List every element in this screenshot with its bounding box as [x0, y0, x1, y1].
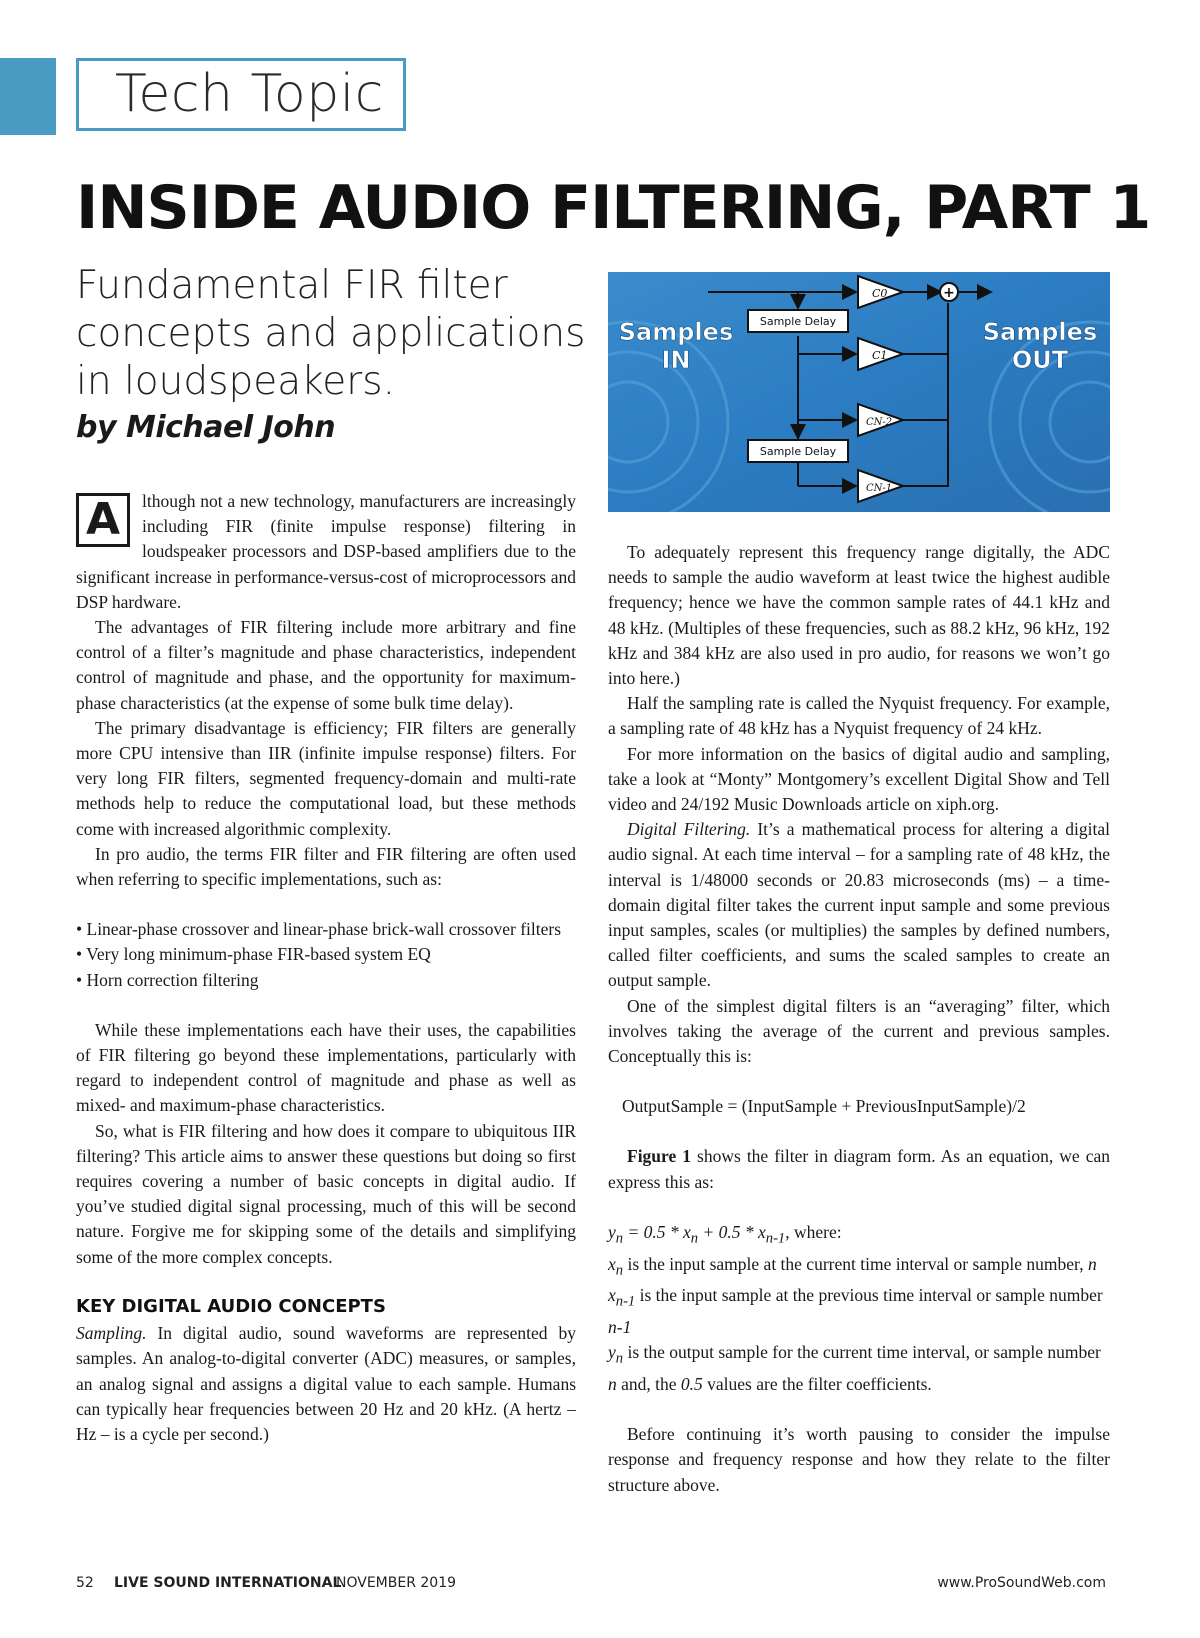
issue-date: NOVEMBER 2019: [336, 1575, 457, 1591]
fir-filter-diagram: [608, 272, 1110, 512]
article-column-right: [608, 540, 1110, 1498]
section-label: Tech Topic: [76, 58, 406, 131]
page-footer: [76, 1575, 1106, 1597]
equation-output-sample: OutputSample = (InputSample + PreviousInputSample)/2: [622, 1096, 1026, 1117]
paragraph-sample-rates: To adequately represent this frequency range digitally, the ADC needs to sample the audio waveform at least twice the highest audible frequency; hence we have the common sample rates of 44.1 kHz and 48 kHz. (Multiples of these frequencies, such as 88.2 kHz, 96 kHz, 192 kHz and 384 kHz are also used in pro audio, for reasons we won’t go into here.): [608, 542, 1110, 689]
page-number: 52: [76, 1575, 94, 1591]
paragraph-pro-audio: In pro audio, the terms FIR filter and FIR filtering are often used when referring to specific implementations, such as:: [76, 843, 576, 890]
list-item: • Linear-phase crossover and linear-phase brick-wall crossover filters: [76, 919, 562, 940]
implementation-list: [76, 917, 576, 993]
paragraph-impulse-response: Before continuing it’s worth pausing to consider the impulse response and frequency response and how they relate to the filter structure above.: [608, 1424, 1110, 1495]
magazine-name: LIVE SOUND INTERNATIONAL: [114, 1575, 342, 1591]
article-title: INSIDE AUDIO FILTERING, PART 1: [76, 173, 1151, 243]
article-column-left: [76, 489, 576, 1447]
svg-text:CN-2: CN-2: [866, 417, 893, 428]
paragraph-capabilities: While these implementations each have their uses, the capabilities of FIR filtering go beyond these implementations, particularly with regard to independent control of magnitude and phase as well as mixed- and maximum-phase characteristics.: [76, 1019, 576, 1116]
list-item: • Very long minimum-phase FIR-based system EQ: [76, 944, 431, 965]
paragraph-digital-filtering: Digital Filtering. It’s a mathematical process for altering a digital audio signal. At each time interval – for a sampling rate of 48 kHz, the interval is 1/48000 seconds or 20.83 microseconds (ms) – a time-domain digital filter takes the current input sample and some previous input samples, scales (or multiplies) the samples by defined numbers, called filter coefficients, and sums the scaled samples to create an output sample.: [608, 819, 1110, 991]
definition-xn-1: $x_{n-1}$ is the input sample at the previous time interval or sample number n-1: [608, 1285, 1103, 1337]
section-subhead: KEY DIGITAL AUDIO CONCEPTS: [76, 1295, 386, 1317]
paragraph-sampling: Sampling. In digital audio, sound waveforms are represented by samples. An analog-to-digital converter (ADC) measures, or samples, an analog signal and assigns a digital value to each sample. Humans can typically hear frequencies between 20 Hz and 20 kHz. (A hertz – Hz – is a cycle per second.): [76, 1323, 576, 1444]
summing-node: [940, 283, 958, 301]
svg-text:+: +: [943, 285, 955, 301]
list-item: • Horn correction filtering: [76, 969, 259, 990]
definition-yn: $y_n$ is the output sample for the current time interval, or sample number n and, the 0.5 values are the filter coefficients.: [608, 1342, 1101, 1394]
paragraph-more-info: For more information on the basics of digital audio and sampling, take a look at “Monty” Montgomery’s excellent Digital Show and Tell video and 24/192 Music Downloads article on xiph.org.: [608, 743, 1110, 815]
paragraph-what-is-fir: So, what is FIR filtering and how does it compare to ubiquitous IIR filtering? This article aims to answer these questions but doing so first requires covering a number of basic concepts in digital audio. If you’ve studied digital signal processing, much of this will be second nature. Forgive me for skipping some of the details and simplifying some of the more complex concepts.: [76, 1120, 576, 1267]
svg-text:CN-1: CN-1: [866, 483, 893, 494]
svg-text:OUT: OUT: [1011, 346, 1069, 374]
website-url[interactable]: www.ProSoundWeb.com: [937, 1575, 1106, 1591]
sample-delay-1: [748, 310, 848, 332]
drop-cap: A: [76, 493, 130, 547]
delay-label-1: Sample Delay: [759, 315, 837, 328]
article-deck: Fundamental FIR filter concepts and applications in loudspeakers.: [76, 263, 586, 404]
sample-delay-2: [748, 440, 848, 462]
delay-label-2: Sample Delay: [759, 445, 837, 458]
paragraph-advantages: The advantages of FIR filtering include more arbitrary and fine control of a filter’s magnitude and phase characteristics, independent control of magnitude and phase, and the opportunity for maximum-phase characteristics (at the expense of some bulk time delay).: [76, 617, 576, 713]
paragraph-nyquist: Half the sampling rate is called the Nyquist frequency. For example, a sampling rate of 48 kHz has a Nyquist frequency of 24 kHz.: [608, 693, 1110, 739]
paragraph-disadvantage: The primary disadvantage is efficiency; FIR filters are generally more CPU intensive than IIR (infinite impulse response) filters. For very long FIR filters, segmented frequency-domain and multi-rate methods help to reduce the computational load, but these methods come with increased algorithmic complexity.: [76, 717, 576, 839]
paragraph-intro: A lthough not a new technology, manufacturers are increasingly including FIR (finite impulse response) filtering in loudspeaker processors and DSP-based amplifiers due to the significant increase in performance-versus-cost of microprocessors and DSP hardware.: [76, 491, 576, 612]
section-tab-block: [0, 58, 56, 135]
svg-text:Samples: Samples: [618, 318, 734, 346]
fir-diagram-svg: [608, 272, 1110, 512]
svg-text:C1: C1: [872, 349, 888, 362]
definition-xn: $x_n$ is the input sample at the current time interval or sample number, n: [608, 1253, 1097, 1279]
paragraph-averaging: One of the simplest digital filters is an “averaging” filter, which involves taking the average of the current and previous samples. Conceptually this is:: [608, 995, 1110, 1067]
article-byline: by Michael John: [76, 410, 336, 445]
svg-text:Samples: Samples: [982, 318, 1098, 346]
paragraph-figure-ref: Figure 1 shows the filter in diagram form. As an equation, we can express this as:: [608, 1146, 1111, 1192]
svg-text:C0: C0: [872, 287, 888, 300]
equation-yn: $y_n = 0.5 * x_n + 0.5 * x_{n-1}$, where:: [608, 1221, 842, 1247]
svg-text:IN: IN: [661, 346, 691, 374]
